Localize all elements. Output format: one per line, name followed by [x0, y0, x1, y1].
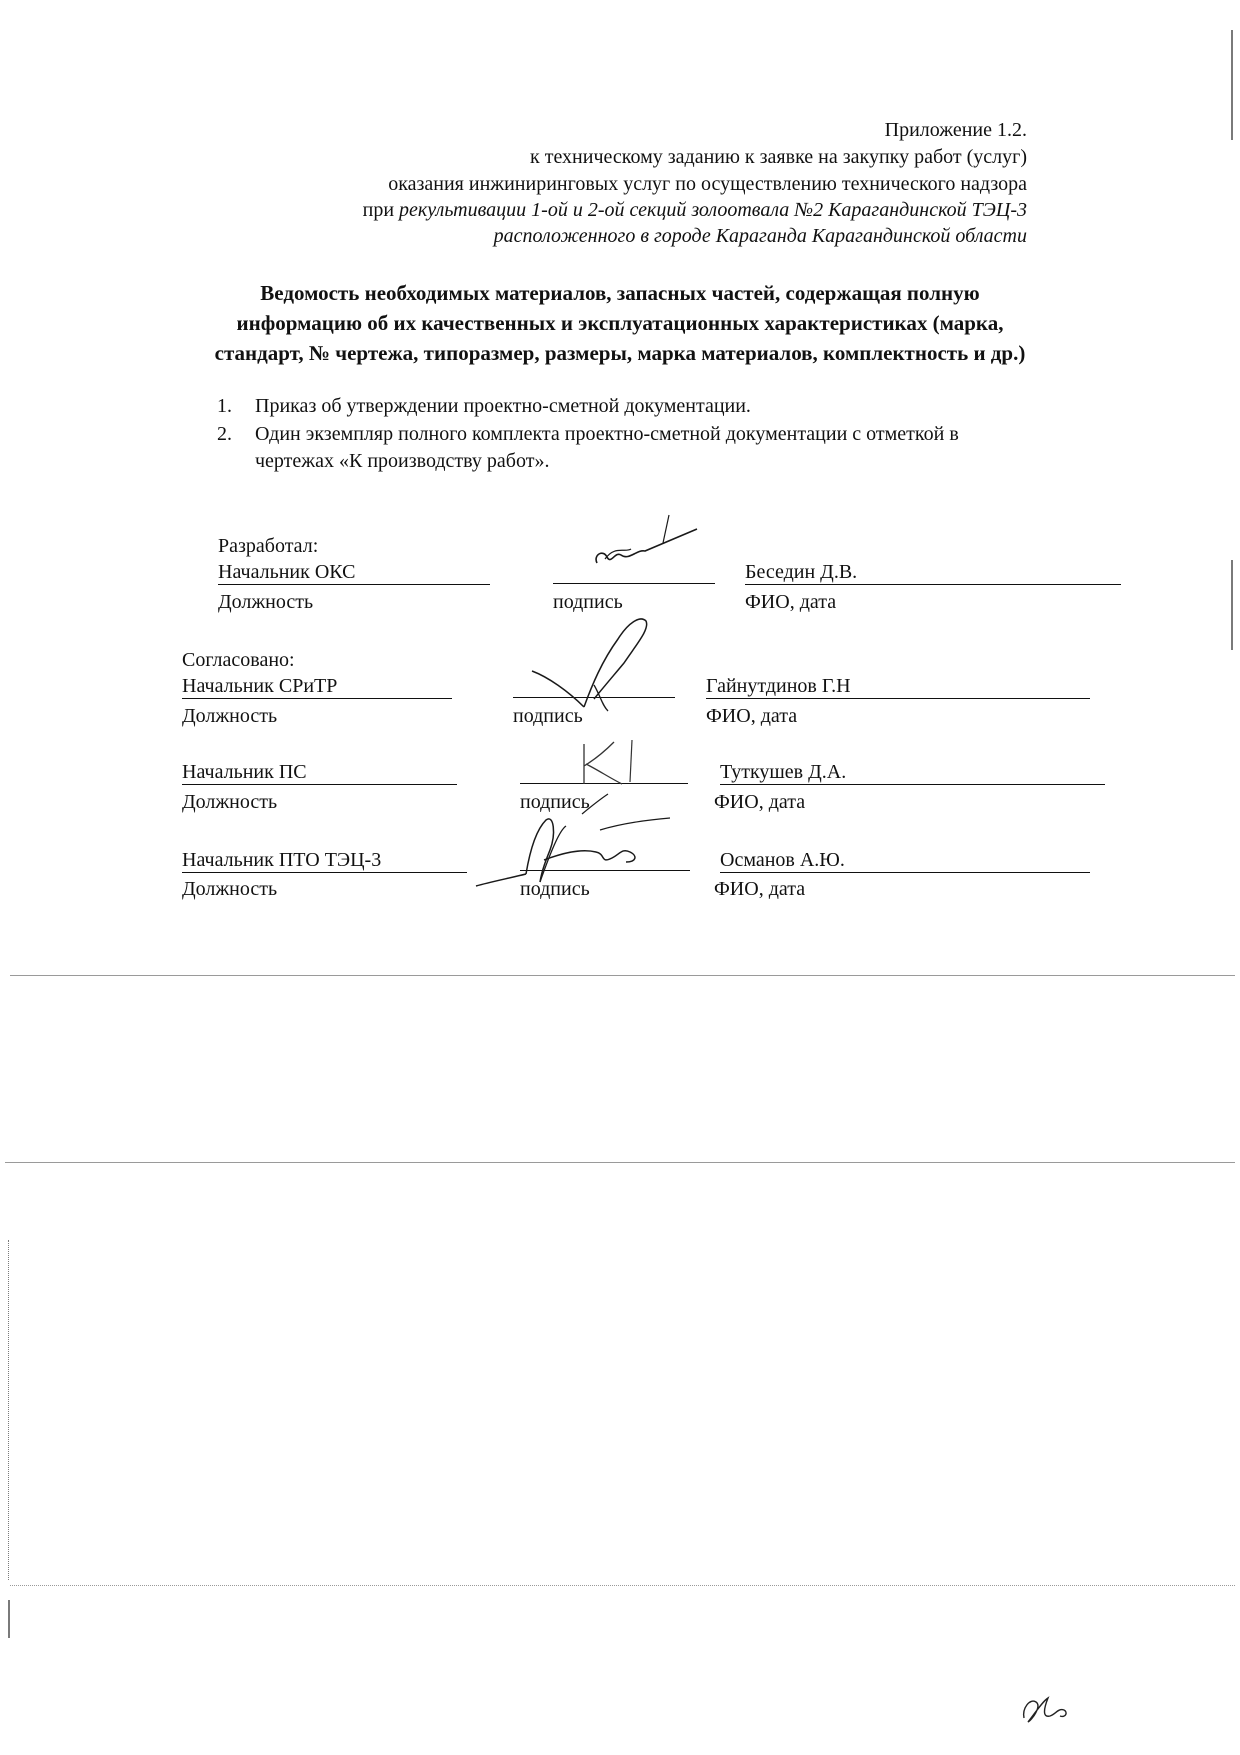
agreed-row-2-name-caption: ФИО, дата — [714, 791, 806, 813]
developed-signature-caption: подпись — [553, 591, 623, 613]
agreed-row-2-position-text: Начальник ПС — [182, 761, 307, 783]
developed-label: Разработал: — [218, 535, 319, 557]
agreed-row-1-name-caption: ФИО, дата — [706, 705, 798, 727]
signature-gaynutdinov-icon — [528, 615, 658, 720]
list-item-2-number: 2. — [217, 423, 232, 445]
agreed-row-2-signature-caption: подпись — [520, 791, 590, 813]
agreed-row-3-name-caption: ФИО, дата — [714, 878, 806, 900]
scan-artifact-line-1 — [10, 975, 1235, 976]
agreed-row-1-position — [182, 674, 452, 699]
header-line-4-prefix: при — [362, 199, 400, 221]
agreed-row-3-name — [720, 848, 1090, 873]
signature-besedin-icon — [585, 515, 705, 580]
agreed-row-3-position-text: Начальник ПТО ТЭЦ-3 — [182, 849, 382, 871]
agreed-row-1-position-caption: Должность — [182, 705, 278, 727]
agreed-row-2-position-caption: Должность — [182, 791, 278, 813]
initials-mark-icon — [1018, 1688, 1078, 1733]
developed-name-text: Беседин Д.В. — [745, 561, 858, 583]
signature-osmanov-icon — [470, 790, 690, 915]
scan-margin-mark-right — [1231, 30, 1233, 140]
list-item-2-text-line-2: чертежах «К производству работ». — [255, 450, 550, 472]
developed-position-text: Начальник ОКС — [218, 561, 356, 583]
appendix-number: Приложение 1.2. — [884, 119, 1027, 141]
list-item-1-text: Приказ об утверждении проектно-сметной документации. — [255, 395, 751, 417]
developed-position-caption: Должность — [218, 591, 314, 613]
header-line-5: расположенного в городе Караганда Карагандинской области — [493, 225, 1027, 247]
list-item-2-text-line-1: Один экземпляр полного комплекта проектно-сметной документации с отметкой в — [255, 423, 959, 445]
document-title — [0, 278, 1240, 368]
agreed-row-2-position — [182, 760, 457, 785]
agreed-row-1-signature-caption: подпись — [513, 705, 583, 727]
developed-name — [745, 560, 1121, 585]
agreed-row-2-name-text: Туткушев Д.А. — [720, 761, 847, 783]
title-line-3: стандарт, № чертежа, типоразмер, размеры, марка материалов, комплектность и др.) — [214, 341, 1026, 365]
developed-name-caption: ФИО, дата — [745, 591, 837, 613]
agreed-row-1-name-text: Гайнутдинов Г.Н — [706, 675, 851, 697]
agreed-row-3-position — [182, 848, 467, 873]
agreed-row-3-signature-caption: подпись — [520, 878, 590, 900]
title-line-1: Ведомость необходимых материалов, запасных частей, содержащая полную — [260, 281, 980, 305]
scan-margin-mark — [8, 1240, 9, 1580]
developed-signature-line — [553, 583, 715, 584]
scan-margin-mark-2 — [8, 1600, 10, 1638]
agreed-row-1-position-text: Начальник СРиТР — [182, 675, 338, 697]
header-line-4 — [363, 198, 1027, 223]
agreed-row-3-name-text: Османов А.Ю. — [720, 849, 845, 871]
header-line-4-italic: рекультивации 1-ой и 2-ой секций золоотвала №2 Карагандинской ТЭЦ-3 — [399, 199, 1027, 221]
title-line-2: информацию об их качественных и эксплуатационных характеристиках (марка, — [236, 311, 1004, 335]
agreed-row-3-position-caption: Должность — [182, 878, 278, 900]
agreed-label: Согласовано: — [182, 649, 295, 671]
scan-margin-mark-right-2 — [1231, 560, 1233, 650]
list-item-1-number: 1. — [217, 395, 232, 417]
developed-position — [218, 560, 490, 585]
header-line-2: к техническому заданию к заявке на закупку работ (услуг) — [529, 146, 1027, 168]
scan-artifact-line-3 — [10, 1585, 1235, 1586]
header-line-3: оказания инжиниринговых услуг по осуществлению технического надзора — [388, 173, 1027, 195]
agreed-row-2-name — [720, 760, 1105, 785]
scan-artifact-line-2 — [5, 1162, 1235, 1163]
agreed-row-1-name — [706, 674, 1090, 699]
signature-tutkushev-icon — [570, 738, 650, 793]
